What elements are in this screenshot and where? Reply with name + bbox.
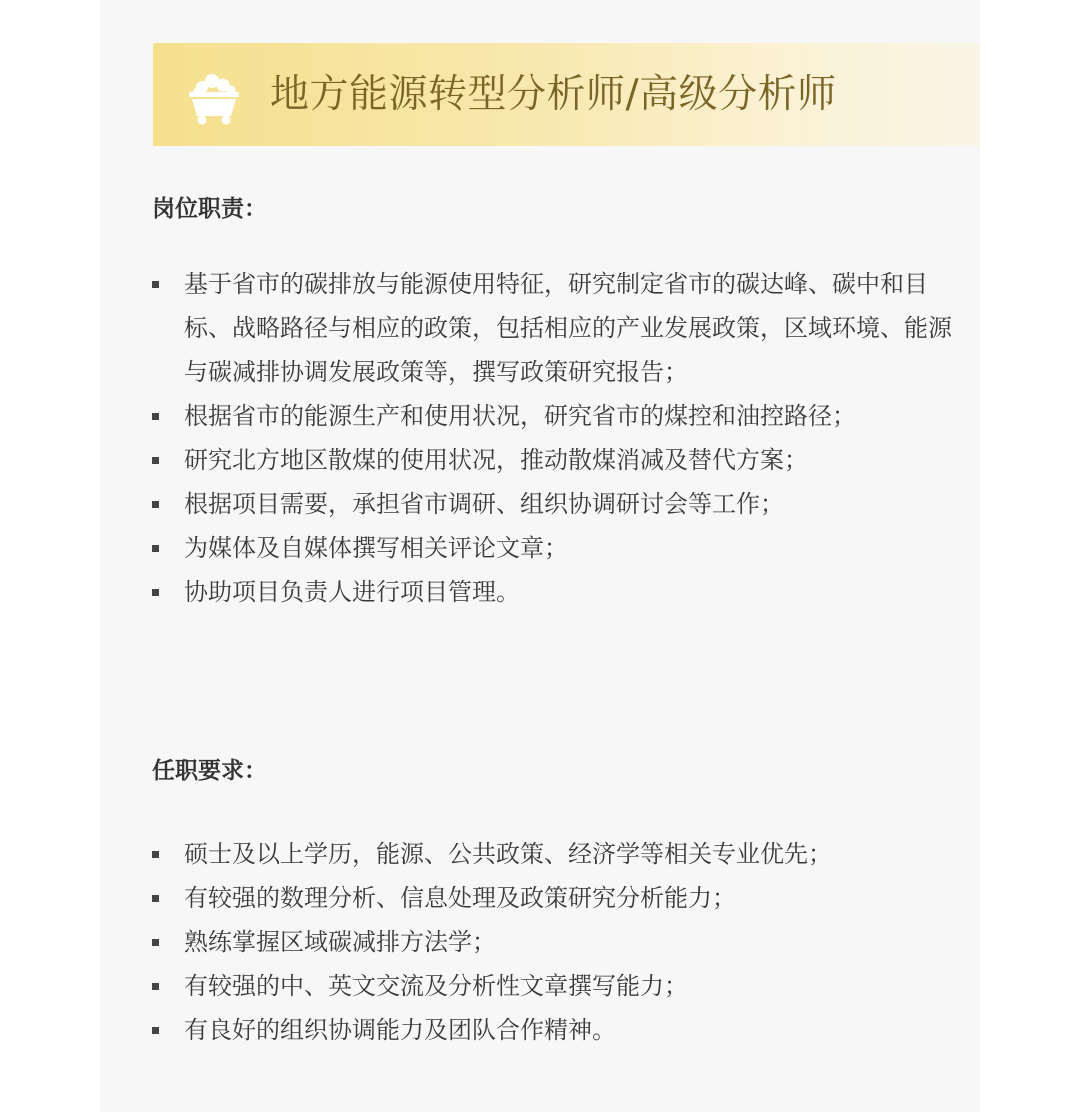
requirements-list bbox=[152, 832, 952, 1052]
list-item: 研究北方地区散煤的使用状况，推动散煤消减及替代方案； bbox=[152, 438, 952, 482]
bullet-icon bbox=[152, 457, 159, 464]
bullet-icon bbox=[152, 501, 159, 508]
bullet-icon bbox=[152, 545, 159, 552]
list-item: 根据省市的能源生产和使用状况，研究省市的煤控和油控路径； bbox=[152, 394, 952, 438]
responsibilities-list bbox=[152, 262, 952, 614]
list-item: 有较强的中、英文交流及分析性文章撰写能力； bbox=[152, 964, 952, 1008]
job-card bbox=[100, 0, 980, 1112]
list-item: 协助项目负责人进行项目管理。 bbox=[152, 570, 952, 614]
title-banner bbox=[153, 43, 980, 146]
list-item: 基于省市的碳排放与能源使用特征，研究制定省市的碳达峰、碳中和目标、战略路径与相应的政策，包括相应的产业发展政策，区域环境、能源与碳减排协调发展政策等，撰写政策研究报告； bbox=[152, 262, 952, 394]
bullet-icon bbox=[152, 1027, 159, 1034]
bullet-icon bbox=[152, 895, 159, 902]
mining-cart-icon bbox=[187, 70, 241, 126]
list-item: 根据项目需要，承担省市调研、组织协调研讨会等工作； bbox=[152, 482, 952, 526]
page-title: 地方能源转型分析师/高级分析师 bbox=[270, 72, 837, 117]
bullet-icon bbox=[152, 939, 159, 946]
list-item: 有良好的组织协调能力及团队合作精神。 bbox=[152, 1008, 952, 1052]
list-item: 硕士及以上学历，能源、公共政策、经济学等相关专业优先； bbox=[152, 832, 952, 876]
list-item: 为媒体及自媒体撰写相关评论文章； bbox=[152, 526, 952, 570]
list-item: 熟练掌握区域碳减排方法学； bbox=[152, 920, 952, 964]
bullet-icon bbox=[152, 851, 159, 858]
list-item: 有较强的数理分析、信息处理及政策研究分析能力； bbox=[152, 876, 952, 920]
responsibilities-heading: 岗位职责： bbox=[152, 196, 267, 222]
bullet-icon bbox=[152, 983, 159, 990]
bullet-icon bbox=[152, 413, 159, 420]
requirements-heading: 任职要求： bbox=[152, 758, 267, 784]
bullet-icon bbox=[152, 589, 159, 596]
bullet-icon bbox=[152, 281, 159, 288]
